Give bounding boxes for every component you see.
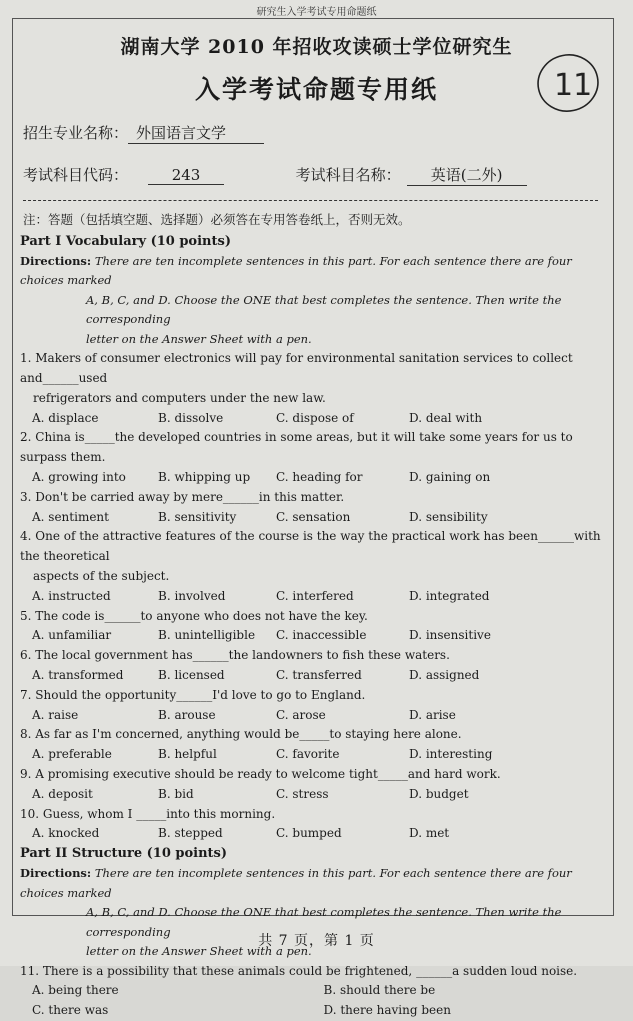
code-label: 考试科目代码： xyxy=(23,166,129,184)
question-8 xyxy=(20,725,615,765)
answer-notice: 注：答题（包括填空题、选择题）必须答在专用答卷纸上，否则无效。 xyxy=(23,212,411,227)
question-text-continued: aspects of the subject. xyxy=(33,569,170,584)
option-c: C. bumped xyxy=(276,826,342,841)
question-options xyxy=(20,666,615,686)
option-b: B. sensitivity xyxy=(158,509,237,524)
option-a: A. raise xyxy=(32,707,79,722)
question-text: 7. Should the opportunity______I'd love to go to England. xyxy=(20,687,366,702)
question-options xyxy=(20,587,615,607)
option-c: C. stress xyxy=(276,786,329,801)
part1-question-list xyxy=(20,349,615,844)
page-top-header: 研究生入学考试专用命题纸 xyxy=(256,7,377,18)
major-value: 外国语言文学 xyxy=(128,122,264,144)
hand-number-text: 11 xyxy=(554,68,593,103)
question-text: 11. There is a possibility that these animals could be frightened, ______a sudden loud noise. xyxy=(20,963,578,978)
option-d: D. gaining on xyxy=(409,470,491,485)
question-text: 1. Makers of consumer electronics will pay for environmental sanitation services to collect and______used xyxy=(20,351,573,386)
question-10 xyxy=(20,805,615,845)
question-4 xyxy=(20,527,615,606)
option-b: B. stepped xyxy=(158,826,223,841)
part1-title: Part I Vocabulary (10 points) xyxy=(20,234,231,249)
question-text: 8. As far as I'm concerned, anything would be_____to staying here alone. xyxy=(20,727,462,742)
option-d: D. sensibility xyxy=(409,509,488,524)
option-c: C. arose xyxy=(276,707,326,722)
code-value: 243 xyxy=(148,166,224,185)
part1-directions xyxy=(20,252,615,350)
option-d: D. assigned xyxy=(409,668,480,683)
option-a: A. unfamiliar xyxy=(32,628,112,643)
part1-dir-line2: A, B, C, and D. Choose the ONE that best completes the sentence. Then write the corresponding xyxy=(86,292,562,327)
option-c: C. heading for xyxy=(276,470,363,485)
option-d: D. budget xyxy=(409,786,469,801)
question-text: 9. A promising executive should be ready to welcome tight_____and hard work. xyxy=(20,767,501,782)
option-b: B. involved xyxy=(158,588,226,603)
question-text: 2. China is_____the developed countries in some areas, but it will take some years for us to surpass them. xyxy=(20,430,573,465)
question-2 xyxy=(20,428,615,487)
part2-dir-line1: There are ten incomplete sentences in this part. For each sentence there are four choices marked xyxy=(20,866,572,900)
major-label: 招生专业名称： xyxy=(23,124,129,142)
question-9 xyxy=(20,765,615,805)
option-c: C. interfered xyxy=(276,588,354,603)
option-b: B. licensed xyxy=(158,668,225,683)
option-a: A. deposit xyxy=(32,786,93,801)
question-text: 3. Don't be carried away by mere______in this matter. xyxy=(20,489,345,504)
question-options xyxy=(20,1001,615,1021)
major-row xyxy=(23,122,264,144)
option-d: D. there having been xyxy=(323,1003,451,1018)
option-c: C. inaccessible xyxy=(276,628,367,643)
option-a: A. transformed xyxy=(32,668,124,683)
question-text: 10. Guess, whom I _____into this morning. xyxy=(20,806,276,821)
option-a: A. displace xyxy=(32,410,99,425)
option-d: D. arise xyxy=(409,707,456,722)
part1-dir-line3: letter on the Answer Sheet with a pen. xyxy=(86,331,312,346)
question-text: 5. The code is______to anyone who does not have the key. xyxy=(20,608,368,623)
option-c: C. dispose of xyxy=(276,410,354,425)
option-b: B. dissolve xyxy=(158,410,224,425)
option-b: B. helpful xyxy=(158,747,217,762)
option-a: A. knocked xyxy=(32,826,100,841)
question-3 xyxy=(20,488,615,528)
question-options xyxy=(20,409,615,429)
question-options xyxy=(20,468,615,488)
question-text: 6. The local government has______the landowners to fish these waters. xyxy=(20,648,450,663)
question-options xyxy=(20,981,615,1001)
part2-dir-label: Directions: xyxy=(20,866,92,881)
question-text: 4. One of the attractive features of the course is the way the practical work has been______with the theoretical xyxy=(20,529,601,564)
option-a: A. sentiment xyxy=(32,509,109,524)
part2-dir-line2: A, B, C, and D. Choose the ONE that best completes the sentence. Then write the corresponding xyxy=(86,905,562,939)
question-options xyxy=(20,508,615,528)
question-options xyxy=(20,785,615,805)
option-d: D. deal with xyxy=(409,410,483,425)
part1-dir-line1: There are ten incomplete sentences in this part. For each sentence there are four choices marked xyxy=(20,253,572,288)
question-content xyxy=(20,232,615,1021)
question-7 xyxy=(20,686,615,726)
part1-dir-label: Directions: xyxy=(20,253,92,268)
question-11 xyxy=(20,962,615,1021)
question-options xyxy=(20,626,615,646)
option-a: A. being there xyxy=(32,983,119,998)
question-5 xyxy=(20,607,615,647)
question-options xyxy=(20,745,615,765)
page-footer: 共 7 页，第 1 页 xyxy=(258,933,375,949)
subject-label: 考试科目名称： xyxy=(295,166,401,184)
part2-dir-line3: letter on the Answer Sheet with a pen. xyxy=(86,944,312,959)
code-row xyxy=(23,164,527,186)
question-options xyxy=(20,706,615,726)
option-a: A. growing into xyxy=(32,470,126,485)
option-c: C. favorite xyxy=(276,747,340,762)
part2-title: Part II Structure (10 points) xyxy=(20,846,228,862)
option-b: B. whipping up xyxy=(158,470,251,485)
option-c: C. there was xyxy=(32,1003,109,1018)
dashed-separator xyxy=(23,200,598,201)
option-a: A. instructed xyxy=(32,588,111,603)
option-c: C. sensation xyxy=(276,509,351,524)
option-d: D. integrated xyxy=(409,588,490,603)
question-6 xyxy=(20,646,615,686)
subject-value: 英语(二外) xyxy=(407,164,527,186)
option-a: A. preferable xyxy=(32,747,112,762)
option-c: C. transferred xyxy=(276,668,362,683)
option-d: D. insensitive xyxy=(409,628,491,643)
option-b: B. unintelligible xyxy=(158,628,256,643)
option-d: D. met xyxy=(409,826,450,841)
option-b: B. should there be xyxy=(323,983,436,998)
option-b: B. bid xyxy=(158,786,194,801)
option-d: D. interesting xyxy=(409,747,493,762)
option-b: B. arouse xyxy=(158,707,216,722)
paper-title: 入学考试命题专用纸 xyxy=(194,75,438,104)
handwritten-page-number-icon xyxy=(535,52,601,114)
question-options xyxy=(20,824,615,844)
university-title: 湖南大学 2010 年招收攻读硕士学位研究生 xyxy=(120,36,513,58)
question-1 xyxy=(20,349,615,428)
question-text-continued: refrigerators and computers under the new law. xyxy=(33,390,326,405)
